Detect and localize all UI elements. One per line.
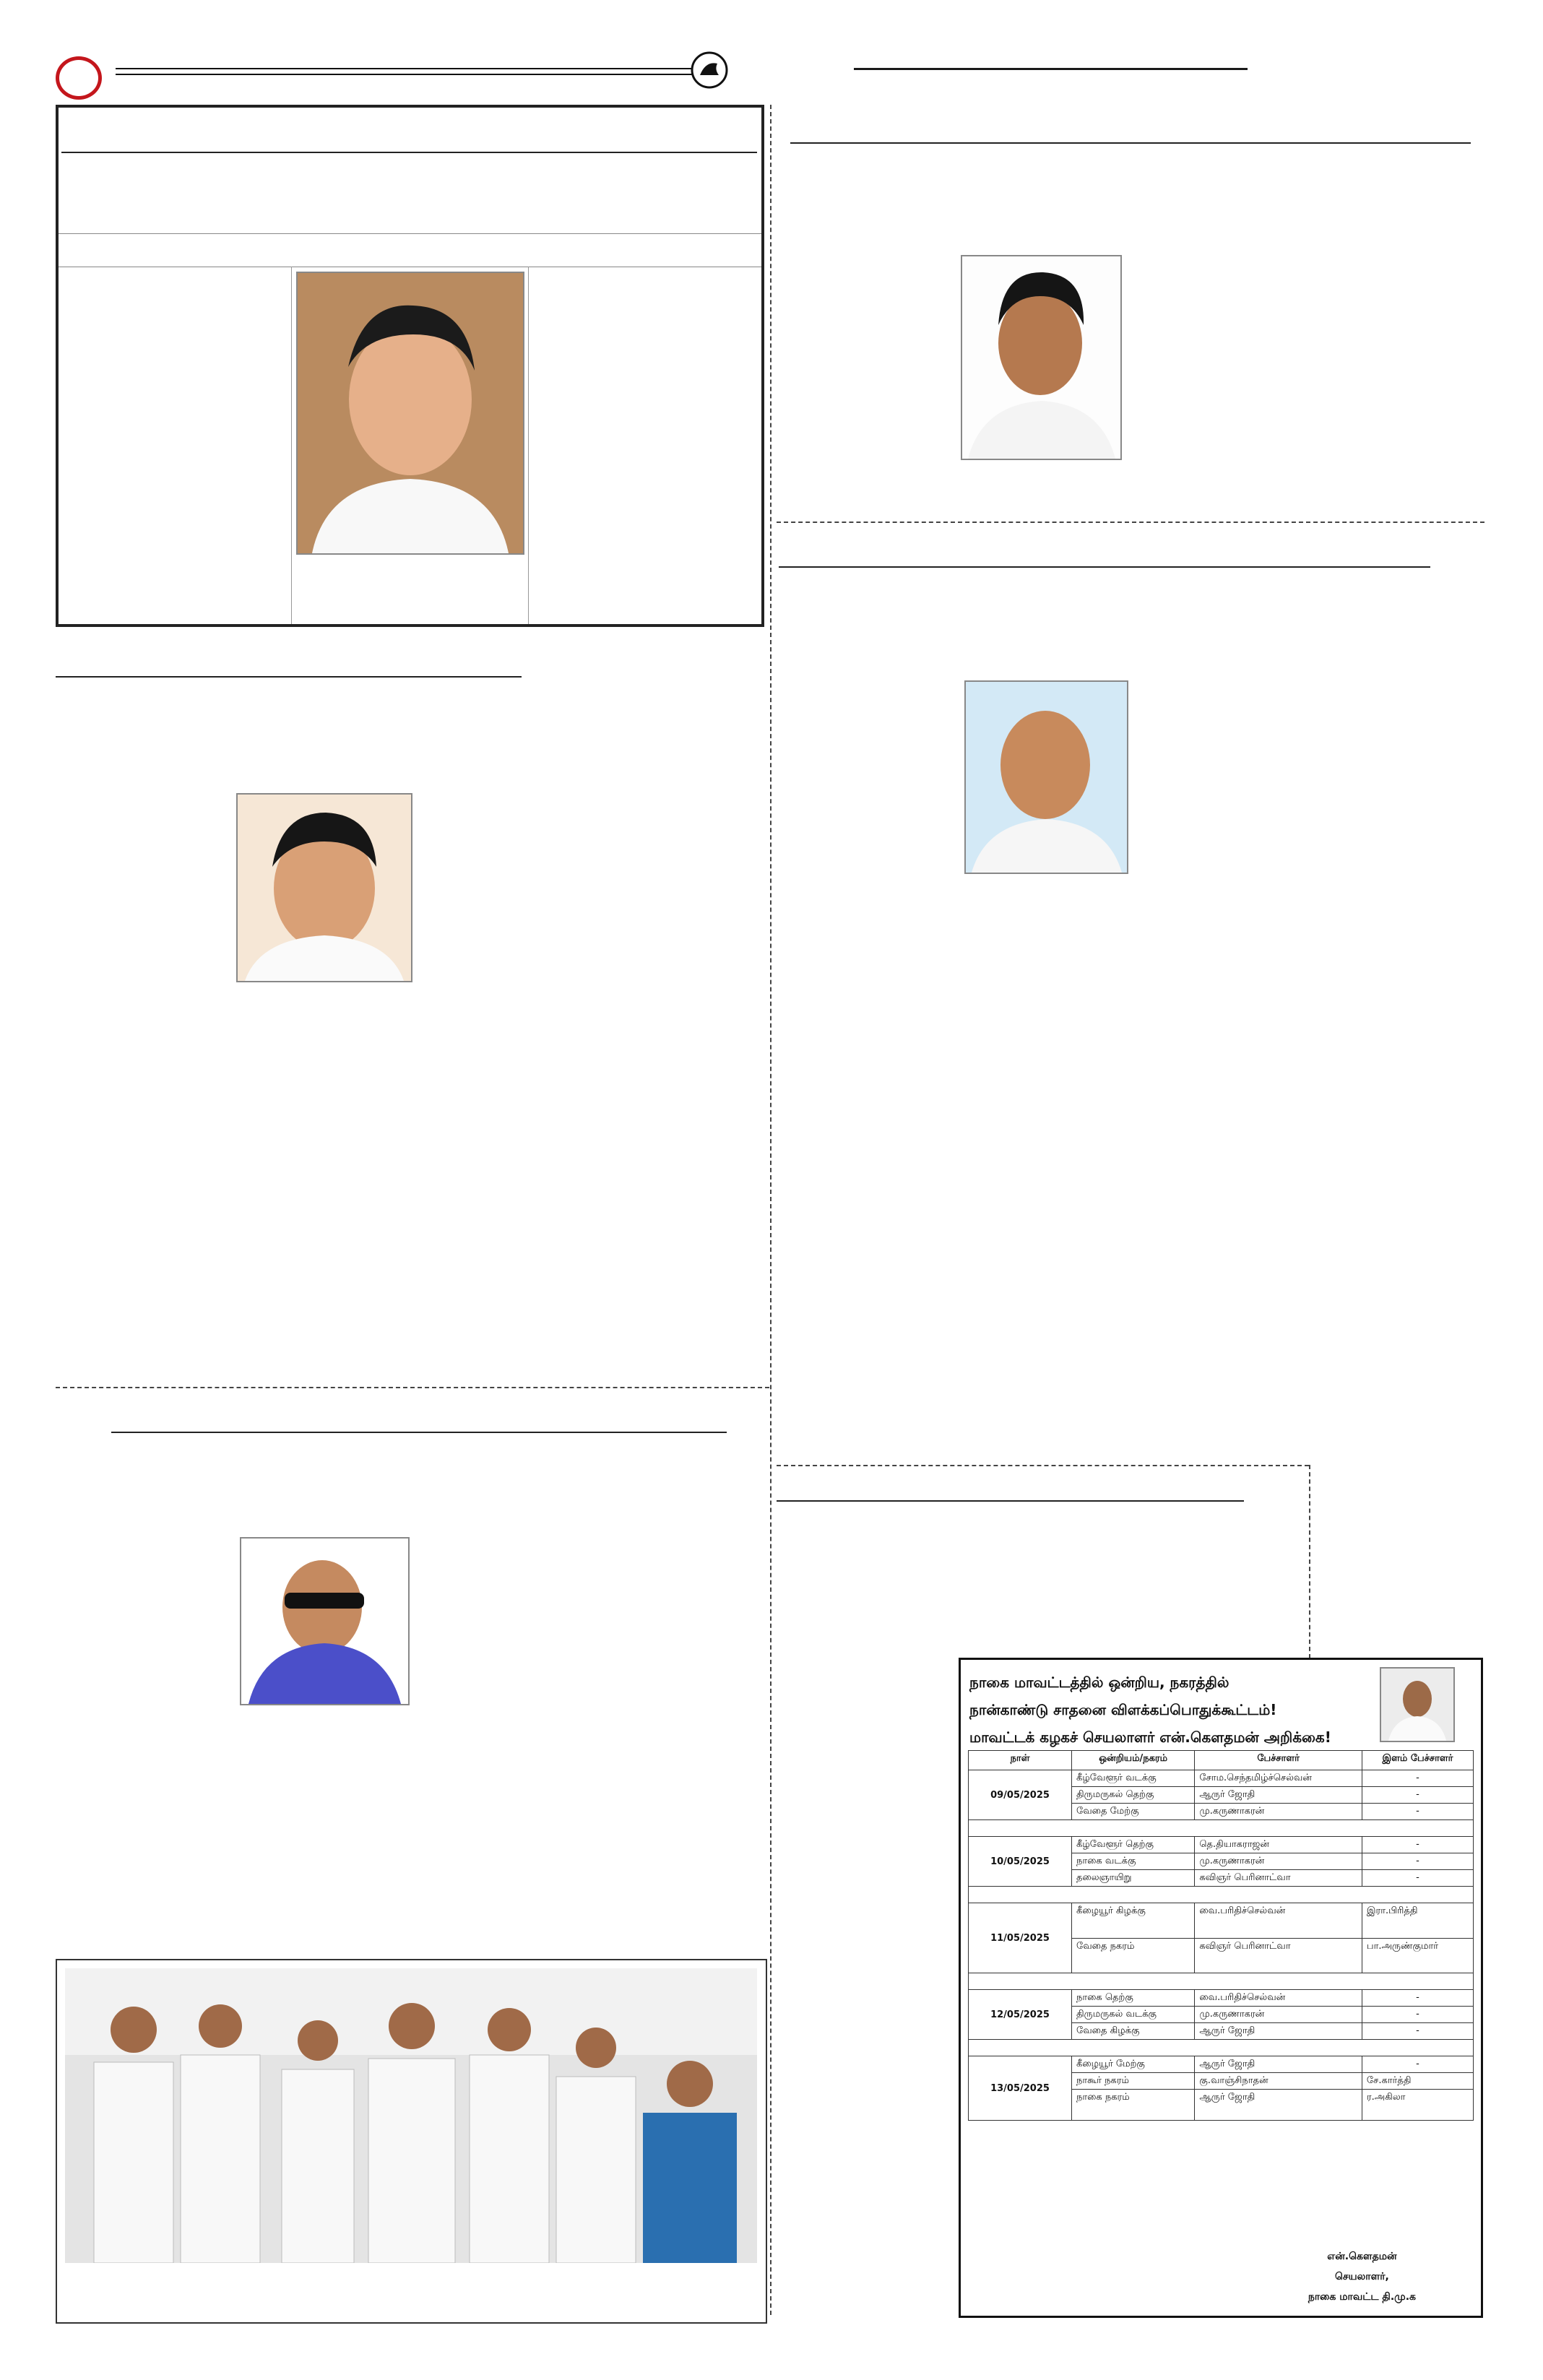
chief-minister-portrait	[296, 272, 524, 555]
spacer-cell	[969, 1820, 1474, 1837]
speaker-cell: கு.வாஞ்சிநாதன்	[1195, 2073, 1362, 2090]
table-spacer-row	[969, 1820, 1474, 1837]
speaker-cell: ஆருர் ஜோதி	[1195, 2023, 1362, 2040]
date-cell: 12/05/2025	[969, 1990, 1072, 2040]
speaker-cell: வை.பரிதிச்செல்வன்	[1195, 1903, 1362, 1939]
column-header-area: ஒன்றியம்/நகரம்	[1072, 1751, 1195, 1770]
spacer-cell	[969, 1887, 1474, 1903]
young-speaker-cell: -	[1362, 2023, 1473, 2040]
signature-name: என்.கௌதமன்	[1327, 2251, 1397, 2262]
notice-heading-line-3: மாவட்டக் கழகச் செயலாளர் என்.கௌதமன் அறிக்கை!	[969, 1728, 1331, 1746]
cm-box-column-divider-1	[291, 267, 292, 624]
masthead-circle-logo	[56, 56, 102, 100]
notice-heading	[969, 1669, 1374, 1751]
notice-heading-line-2: நான்காண்டு சாதனை விளக்கப்பொதுக்கூட்டம்!	[969, 1701, 1277, 1718]
area-cell: நாகை வடக்கு	[1072, 1853, 1195, 1870]
table-row	[969, 1770, 1474, 1787]
speaker-cell: மு.கருணாகரன்	[1195, 2007, 1362, 2023]
area-cell: கீழ்வேளூர் வடக்கு	[1072, 1770, 1195, 1787]
speaker-cell: மு.கருணாகரன்	[1195, 1853, 1362, 1870]
speaker-cell: கவிஞர் பெரினாட்வா	[1195, 1938, 1362, 1973]
story-5-heading-rule	[779, 566, 1430, 568]
speaker-cell: சோம.செந்தமிழ்ச்செல்வன்	[1195, 1770, 1362, 1787]
table-row	[969, 2056, 1474, 2073]
right-column-separator-1	[777, 522, 1484, 523]
right-column-separator-2	[777, 1465, 1309, 1466]
table-header-row	[969, 1751, 1474, 1770]
speaker-cell: தெ.தியாகராஜன்	[1195, 1837, 1362, 1853]
young-speaker-cell: -	[1362, 2007, 1473, 2023]
area-cell: தலைஞாயிறு	[1072, 1870, 1195, 1887]
area-cell: திருமருகல் வடக்கு	[1072, 2007, 1195, 2023]
minister-portrait-4	[961, 255, 1122, 460]
speaker-cell: ஆருர் ஜோதி	[1195, 1787, 1362, 1804]
left-column-separator	[56, 1387, 769, 1388]
event-group-photo	[65, 1968, 757, 2263]
secretary-portrait	[1380, 1667, 1455, 1742]
story-4-heading-rule	[790, 142, 1471, 144]
notice-heading-line-1: நாகை மாவட்டத்தில் ஒன்றிய, நகரத்தில்	[969, 1674, 1229, 1691]
area-cell: வேதை நகரம்	[1072, 1938, 1195, 1973]
table-spacer-row	[969, 1973, 1474, 1990]
speakers-schedule-table	[968, 1750, 1474, 2121]
young-speaker-cell: ர.அகிலா	[1362, 2090, 1473, 2121]
speaker-cell: கவிஞர் பெரினாட்வா	[1195, 1870, 1362, 1887]
notice-signature	[1308, 2246, 1416, 2307]
cm-box-heading-rule	[61, 152, 757, 153]
signature-title: செயலாளர்,	[1335, 2271, 1389, 2282]
young-speaker-cell: -	[1362, 1870, 1473, 1887]
area-cell: கீழையூர் கிழக்கு	[1072, 1903, 1195, 1939]
young-speaker-cell: -	[1362, 1990, 1473, 2007]
story-2-heading-rule	[56, 676, 522, 678]
column-header-date: நாள்	[969, 1751, 1072, 1770]
date-cell: 11/05/2025	[969, 1903, 1072, 1973]
young-speaker-cell: -	[1362, 1770, 1473, 1787]
speaker-cell: மு.கருணாகரன்	[1195, 1804, 1362, 1820]
minister-portrait-2	[236, 793, 412, 982]
area-cell: நாகூர் நகரம்	[1072, 2073, 1195, 2090]
young-speaker-cell: இரா.பிரித்தி	[1362, 1903, 1473, 1939]
rising-sun-emblem-icon	[690, 51, 729, 90]
date-cell: 09/05/2025	[969, 1770, 1072, 1820]
notice-box-connector	[1309, 1465, 1310, 1658]
spacer-cell	[969, 2040, 1474, 2056]
minister-portrait-5	[964, 680, 1128, 874]
young-speaker-cell: பா.அருண்குமார்	[1362, 1938, 1473, 1973]
young-speaker-cell: -	[1362, 1853, 1473, 1870]
table-row	[969, 1903, 1474, 1939]
masthead-rule-left	[116, 68, 693, 75]
area-cell: வேதை கிழக்கு	[1072, 2023, 1195, 2040]
area-cell: கீழ்வேளூர் தெற்கு	[1072, 1837, 1195, 1853]
area-cell: கீழையூர் மேற்கு	[1072, 2056, 1195, 2073]
cm-box-mid-rule	[59, 233, 761, 234]
story-6-heading-rule	[777, 1500, 1244, 1502]
date-cell: 10/05/2025	[969, 1837, 1072, 1887]
young-speaker-cell: -	[1362, 1787, 1473, 1804]
speaker-cell: ஆருர் ஜோதி	[1195, 2056, 1362, 2073]
table-spacer-row	[969, 2040, 1474, 2056]
story-3-heading-rule	[111, 1432, 727, 1433]
minister-portrait-3	[240, 1537, 410, 1705]
area-cell: நாகை நகரம்	[1072, 2090, 1195, 2121]
masthead-rule-right	[854, 68, 1248, 70]
table-row	[969, 1990, 1474, 2007]
speaker-cell: ஆருர் ஜோதி	[1195, 2090, 1362, 2121]
young-speaker-cell: சே.கார்த்தி	[1362, 2073, 1473, 2090]
table-spacer-row	[969, 1887, 1474, 1903]
young-speaker-cell: -	[1362, 1837, 1473, 1853]
spacer-cell	[969, 1973, 1474, 1990]
schedule-notice	[959, 1658, 1483, 2318]
area-cell: திருமருகல் தெற்கு	[1072, 1787, 1195, 1804]
young-speaker-cell: -	[1362, 1804, 1473, 1820]
young-speaker-cell: -	[1362, 2056, 1473, 2073]
cm-box-column-divider-2	[528, 267, 529, 624]
column-header-speaker: பேச்சாளர்	[1195, 1751, 1362, 1770]
area-cell: வேதை மேற்கு	[1072, 1804, 1195, 1820]
column-header-young-speaker: இளம் பேச்சாளர்	[1362, 1751, 1473, 1770]
speaker-cell: வை.பரிதிச்செல்வன்	[1195, 1990, 1362, 2007]
signature-org: நாகை மாவட்ட தி.மு.க	[1308, 2291, 1416, 2303]
area-cell: நாகை தெற்கு	[1072, 1990, 1195, 2007]
page-column-divider	[770, 105, 772, 2315]
date-cell: 13/05/2025	[969, 2056, 1072, 2121]
table-row	[969, 1837, 1474, 1853]
